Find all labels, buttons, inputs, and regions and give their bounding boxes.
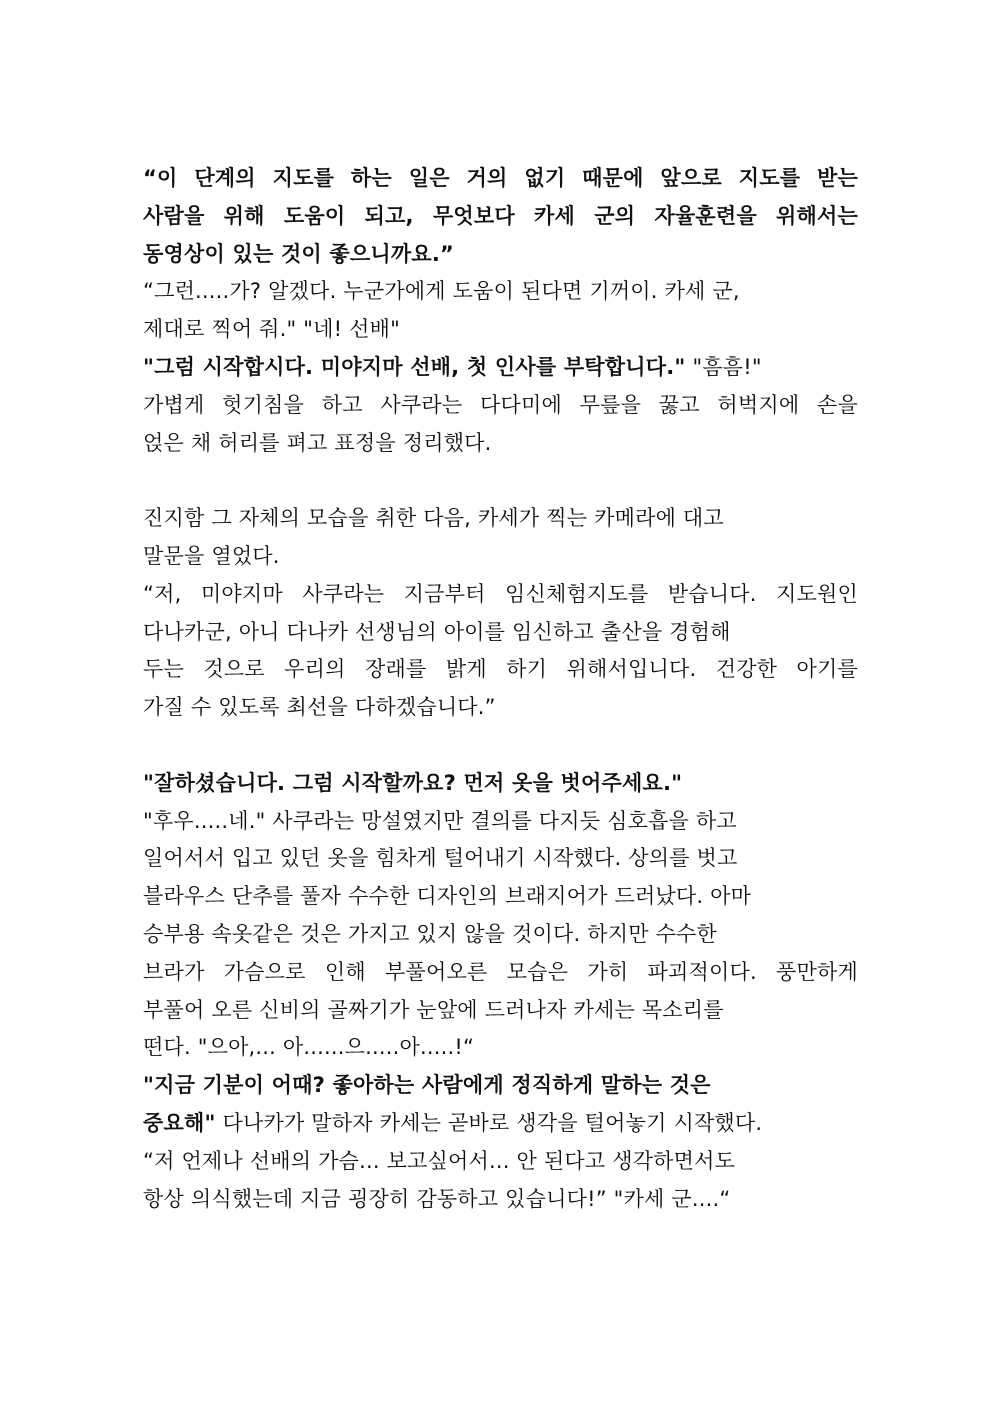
text-line: [143, 765, 858, 803]
text-segment: "흠흠!": [685, 354, 762, 379]
text-segment: 승부용 속옷같은 것은 가지고 있지 않을 것이다. 하지만 수수한: [143, 921, 718, 946]
text-segment: 두는 것으로 우리의 장래를 밝게 하기 위해서입니다. 건강한 아기를: [143, 657, 858, 682]
text-line: [143, 1105, 858, 1143]
text-line: [143, 576, 858, 614]
bold-text-segment: "잘하셨습니다. 그럼 시작할까요? 먼저 옷을 벗어주세요.": [143, 770, 683, 795]
text-line: [143, 614, 858, 652]
text-segment: 브라가 가슴으로 인해 부풀어오른 모습은 가히 파괴적이다. 풍만하게: [143, 959, 858, 984]
text-line: [143, 160, 858, 198]
text-segment: “그런.....가? 알겠다. 누군가에게 도움이 된다면 기꺼이. 카세 군,: [143, 279, 740, 304]
text-segment: 블라우스 단추를 풀자 수수한 디자인의 브래지어가 드러났다. 아마: [143, 884, 752, 909]
text-line: [143, 1029, 858, 1067]
text-segment: 가볍게 헛기침을 하고 사쿠라는 다다미에 무릎을 꿇고 허벅지에 손을: [143, 392, 858, 417]
bold-text-segment: "그럼 시작합시다. 미야지마 선배, 첫 인사를 부탁합니다.": [143, 354, 686, 379]
text-line: [143, 916, 858, 954]
bold-text-segment: 사람을 위해 도움이 되고, 무엇보다 카세 군의 자율훈련을 위해서는: [143, 203, 858, 228]
bold-text-segment: 동영상이 있는 것이 좋으니까요.”: [143, 241, 455, 266]
text-line: [143, 803, 858, 841]
text-segment: 말문을 열었다.: [143, 543, 280, 568]
bold-text-segment: "지금 기분이 어때? 좋아하는 사람에게 정직하게 말하는 것은: [143, 1073, 711, 1098]
text-line: [143, 992, 858, 1030]
text-line: [143, 954, 858, 992]
text-line: [143, 1181, 858, 1219]
text-segment: 일어서서 입고 있던 옷을 힘차게 털어내기 시작했다. 상의를 벗고: [143, 846, 738, 871]
document-body: [143, 160, 858, 1218]
bold-text-segment: 중요해": [143, 1110, 216, 1135]
text-line: [143, 500, 858, 538]
text-segment: 부풀어 오른 신비의 골짜기가 눈앞에 드러나자 카세는 목소리를: [143, 997, 724, 1022]
text-line: [143, 198, 858, 236]
text-segment: 다나카군, 아니 다나카 선생님의 아이를 임신하고 출산을 경험해: [143, 619, 731, 644]
text-line: [143, 349, 858, 387]
bold-text-segment: “이 단계의 지도를 하는 일은 거의 없기 때문에 앞으로 지도를 받는: [143, 166, 858, 190]
text-line: [143, 425, 858, 463]
text-line: [143, 651, 858, 689]
blank-line: [143, 462, 858, 500]
text-segment: 항상 의식했는데 지금 굉장히 감동하고 있습니다!” "카세 군....“: [143, 1186, 731, 1211]
text-line: [143, 840, 858, 878]
blank-line: [143, 727, 858, 765]
text-segment: 다나카가 말하자 카세는 곧바로 생각을 털어놓기 시작했다.: [215, 1110, 763, 1135]
text-line: [143, 878, 858, 916]
text-line: [143, 1067, 858, 1105]
text-segment: 제대로 찍어 줘." "네! 선배": [143, 317, 400, 342]
text-line: [143, 538, 858, 576]
text-line: [143, 1143, 858, 1181]
text-line: [143, 273, 858, 311]
text-segment: 떤다. "으아,... 아......으.....아.....!“: [143, 1035, 475, 1060]
text-line: [143, 387, 858, 425]
text-line: [143, 236, 858, 274]
text-segment: "후우.....네." 사쿠라는 망설였지만 결의를 다지듯 심호흡을 하고: [143, 808, 737, 833]
text-segment: “저, 미야지마 사쿠라는 지금부터 임신체험지도를 받습니다. 지도원인: [143, 581, 858, 606]
text-line: [143, 311, 858, 349]
text-segment: 진지함 그 자체의 모습을 취한 다음, 카세가 찍는 카메라에 대고: [143, 506, 724, 531]
text-line: [143, 689, 858, 727]
text-segment: 얹은 채 허리를 펴고 표정을 정리했다.: [143, 430, 492, 455]
text-segment: 가질 수 있도록 최선을 다하겠습니다.”: [143, 695, 496, 720]
text-segment: “저 언제나 선배의 가슴... 보고싶어서... 안 된다고 생각하면서도: [143, 1148, 736, 1173]
